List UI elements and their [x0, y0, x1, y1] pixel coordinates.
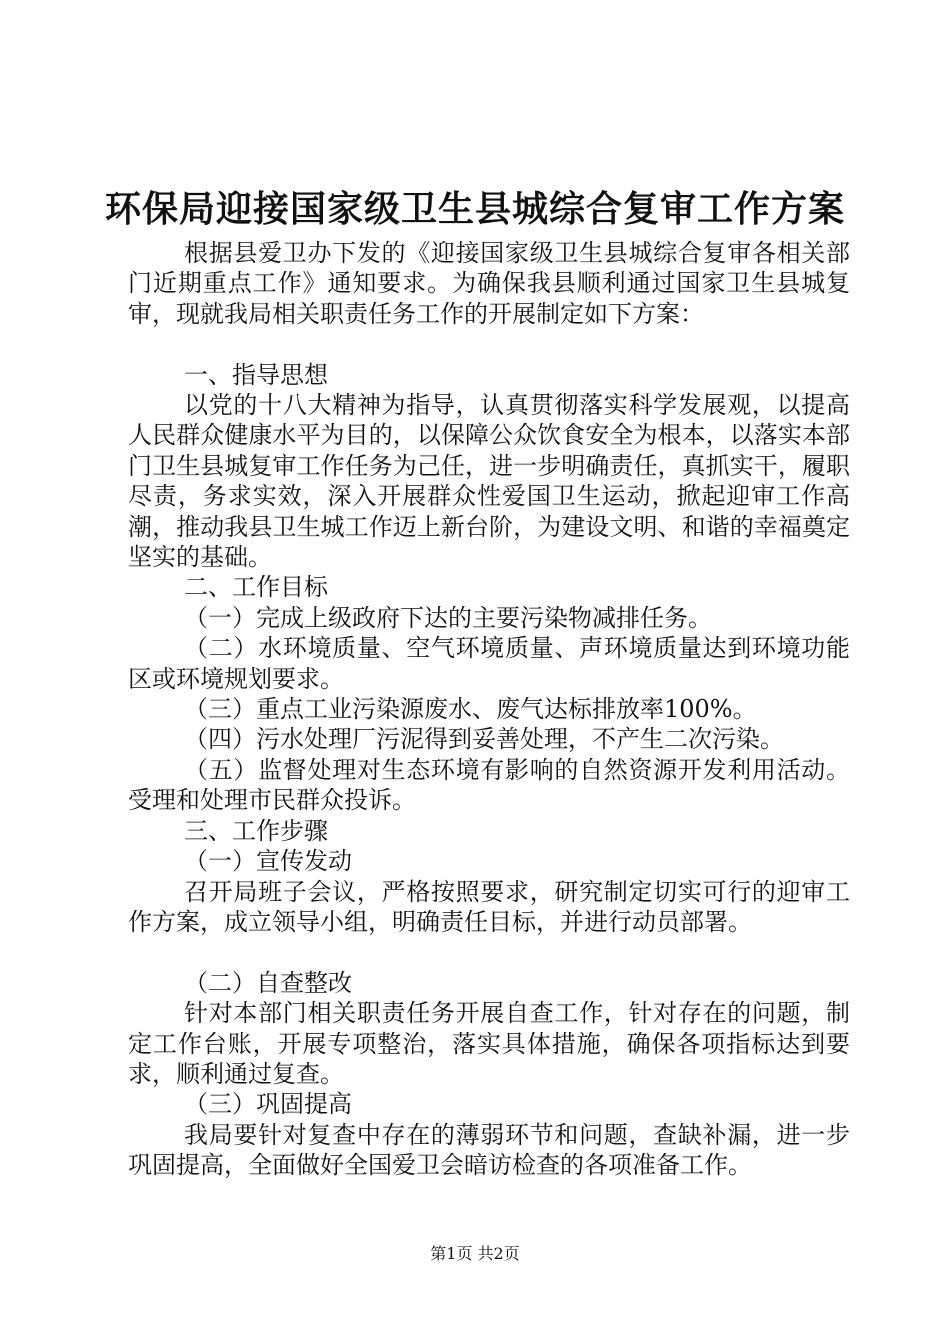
goal-item-4: （四）污水处理厂污泥得到妥善处理，不产生二次污染。 — [184, 725, 784, 754]
goal-item-3: （三）重点工业污染源废水、废气达标排放率100%。 — [184, 695, 757, 724]
section-heading-guiding-ideology: 一、指导思想 — [184, 360, 328, 389]
step-paragraph-2: 针对本部门相关职责任务开展自查工作，针对存在的问题，制定工作台账，开展专项整治，落实具体措施，确保各项指标达到要求，顺利通过复查。 — [128, 999, 850, 1088]
section-heading-work-steps: 三、工作步骤 — [184, 816, 328, 845]
step-heading-1: （一）宣传发动 — [184, 847, 352, 876]
blank-line — [128, 329, 850, 359]
blank-line — [128, 937, 850, 967]
section-heading-work-goals: 二、工作目标 — [184, 573, 328, 602]
goal-item-2: （二）水环境质量、空气环境质量、声环境质量达到环境功能区或环境规划要求。 — [128, 634, 850, 693]
guiding-ideology-paragraph: 以党的十八大精神为指导，认真贯彻落实科学发展观，以提高人民群众健康水平为目的，以保障公众饮食安全为根本，以落实本部门卫生县城复审工作任务为己任，进一步明确责任，真抓实干，履职尽责，务求实效，深入开展群众性爱国卫生运动，掀起迎审工作高潮，推动我县卫生城工作迈上新台阶，为建设文明、和谐的幸福奠定坚实的基础。 — [128, 391, 850, 572]
step-paragraph-1: 召开局班子会议，严格按照要求，研究制定切实可行的迎审工作方案，成立领导小组，明确责任目标，并进行动员部署。 — [128, 877, 850, 936]
step-paragraph-3: 我局要针对复查中存在的薄弱环节和问题，查缺补漏，进一步巩固提高，全面做好全国爱卫会暗访检查的各项准备工作。 — [128, 1120, 850, 1180]
document-title: 环保局迎接国家级卫生县城综合复审工作方案 — [104, 188, 845, 230]
page-footer: 第1页 共2页 — [430, 1244, 520, 1263]
step-heading-3: （三）巩固提高 — [184, 1090, 352, 1119]
intro-paragraph: 根据县爱卫办下发的《迎接国家级卫生县城综合复审各相关部门近期重点工作》通知要求。为确保我县顺利通过国家卫生县城复审，现就我局相关职责任务工作的开展制定如下方案： — [128, 239, 850, 328]
step-heading-2: （二）自查整改 — [184, 968, 352, 997]
goal-item-1: （一）完成上级政府下达的主要污染物减排任务。 — [184, 603, 712, 632]
goal-item-5: （五）监督处理对生态环境有影响的自然资源开发利用活动。受理和处理市民群众投诉。 — [128, 755, 850, 815]
document-body — [128, 238, 850, 1181]
